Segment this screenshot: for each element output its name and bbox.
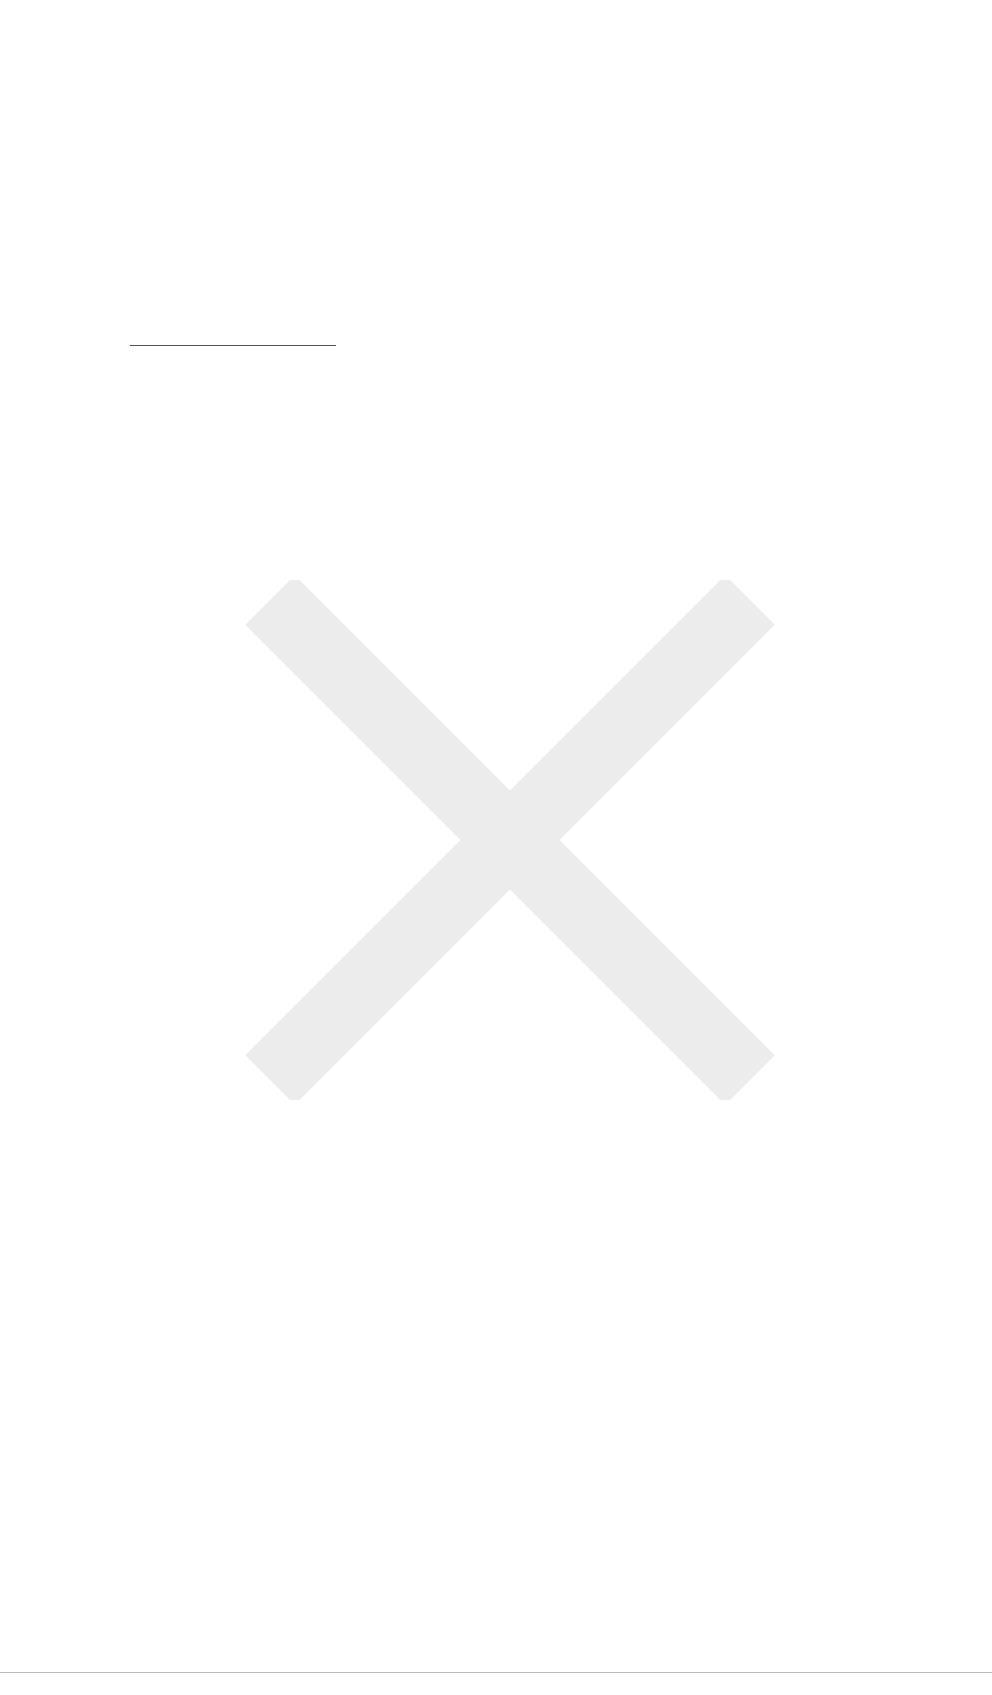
sitting-intro	[114, 354, 452, 356]
section-divider	[130, 345, 336, 346]
page-bottom-edge	[0, 1672, 992, 1673]
watermark-stroke	[270, 600, 750, 1080]
watermark-stroke	[270, 600, 750, 1080]
watermark-graphic	[130, 580, 910, 1100]
